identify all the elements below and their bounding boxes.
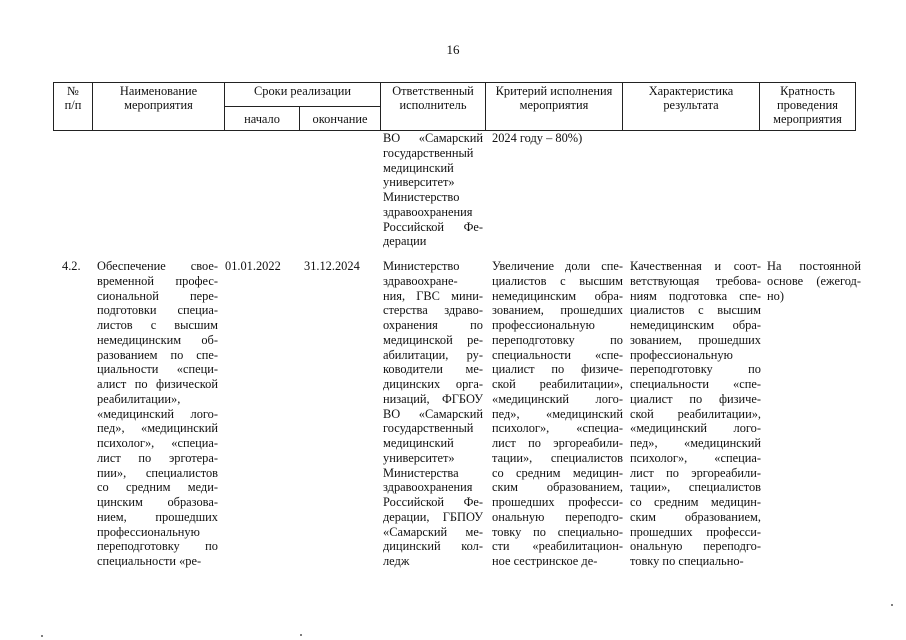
row-number: 4.2. bbox=[62, 259, 81, 273]
header-frequency: Кратность проведения мероприятия bbox=[760, 83, 856, 131]
text-line: охранения по bbox=[383, 318, 483, 332]
text-line: дерации bbox=[383, 234, 427, 249]
text-line: ледж bbox=[383, 554, 410, 568]
text-line: со средним медицин- bbox=[630, 495, 761, 509]
text-line: Российской Фе- bbox=[383, 219, 483, 234]
text-line: пии», специалистов bbox=[97, 465, 218, 480]
text-line: листов с высшим bbox=[97, 318, 218, 332]
header-responsible: Ответственный исполнитель bbox=[381, 83, 486, 131]
text-line: разованием по спе- bbox=[97, 347, 218, 362]
text-line: «медицинский лого- bbox=[97, 406, 218, 421]
text-line: Министерство bbox=[383, 190, 460, 204]
text-line: немедицинским обра- bbox=[630, 318, 761, 332]
text-line: циалист по физиче- bbox=[630, 391, 761, 406]
text-line: Обеспечение свое- bbox=[97, 259, 218, 273]
text-line: университет» bbox=[383, 175, 455, 190]
text-line: реабилитации», bbox=[97, 391, 181, 406]
header-result: Характеристика результата bbox=[623, 83, 760, 131]
text-line: специальности «спе- bbox=[492, 347, 623, 362]
text-line: ВО «Самарский bbox=[383, 406, 483, 421]
text-line: пед», «медицинский bbox=[97, 421, 218, 436]
text-line: 2024 году – 80%) bbox=[492, 131, 583, 145]
text-line: переподготовку по bbox=[492, 332, 623, 347]
text-line: циальности «специ- bbox=[97, 362, 218, 377]
text-line: психолог», «специа- bbox=[492, 421, 623, 436]
text-line: переподготовку по bbox=[97, 539, 218, 554]
text-line: лист по эргореабили- bbox=[492, 436, 623, 450]
text-line: здравоохранения bbox=[383, 480, 473, 495]
text-line: Российской Фе- bbox=[383, 495, 483, 509]
text-line: государственный bbox=[383, 421, 474, 436]
text-line: дицинских орга- bbox=[383, 377, 483, 391]
text-line: дерации, ГБПОУ bbox=[383, 509, 483, 524]
text-line: лист по эргореабили- bbox=[630, 465, 761, 480]
text-line: подготовки специа- bbox=[97, 303, 218, 318]
text-line: тации», специалистов bbox=[630, 480, 761, 495]
text-line: ниям подготовка спе- bbox=[630, 288, 761, 303]
text-line: циалистов с высшим bbox=[630, 303, 761, 318]
scan-speck bbox=[891, 604, 893, 606]
text-line: На постоянной bbox=[767, 259, 861, 273]
header-terms: Сроки реализации bbox=[225, 83, 381, 107]
text-line: ния, ГВС мини- bbox=[383, 288, 483, 303]
text-line: Качественная и соот- bbox=[630, 259, 761, 273]
text-line: психолог», «специа- bbox=[97, 436, 218, 450]
text-line: абилитации, ру- bbox=[383, 347, 483, 362]
text-line: нием, прошедших bbox=[97, 509, 218, 524]
text-line: ской реабилитации», bbox=[492, 377, 623, 391]
text-line: цинским образова- bbox=[97, 495, 218, 509]
text-line: товку по специально- bbox=[492, 524, 623, 539]
text-line: прошедших професси- bbox=[630, 524, 761, 539]
text-line: со средним меди- bbox=[97, 480, 218, 495]
text-line: основе (ежегод- bbox=[767, 273, 861, 288]
text-line: Увеличение доли спе- bbox=[492, 259, 623, 273]
text-line: пед», «медицинский bbox=[630, 436, 761, 450]
text-line: временной профес- bbox=[97, 273, 218, 288]
text-line: но) bbox=[767, 288, 784, 303]
text-line: «медицинский лого- bbox=[630, 421, 761, 436]
text-line: низаций, ФГБОУ bbox=[383, 391, 483, 406]
scan-speck bbox=[300, 634, 302, 636]
row-result bbox=[630, 259, 761, 569]
text-line: со средним медицин- bbox=[492, 465, 623, 480]
header-end: окончание bbox=[300, 107, 381, 131]
text-line: здравоохране- bbox=[383, 273, 458, 288]
text-line: стерства здраво- bbox=[383, 303, 483, 318]
text-line: специальности «ре- bbox=[97, 554, 202, 568]
table-header bbox=[53, 82, 856, 131]
row-frequency bbox=[767, 259, 861, 303]
text-line: ским образованием, bbox=[492, 480, 623, 495]
text-line: ветствующая требова- bbox=[630, 273, 761, 288]
text-line: циалист по физиче- bbox=[492, 362, 623, 377]
text-line: психолог», «специа- bbox=[630, 450, 761, 465]
text-line: здравоохранения bbox=[383, 204, 473, 219]
text-line: ональную переподго- bbox=[492, 509, 623, 524]
text-line: немедицинским об- bbox=[97, 332, 218, 347]
text-line: профессиональную bbox=[630, 347, 733, 362]
row-end: 31.12.2024 bbox=[304, 259, 360, 273]
text-line: «Самарский ме- bbox=[383, 524, 483, 539]
text-line: товку по специально- bbox=[630, 554, 744, 568]
text-line: прошедших професси- bbox=[492, 495, 623, 509]
text-line: тации», специалистов bbox=[492, 450, 623, 465]
row-name bbox=[97, 259, 218, 569]
text-line: ским образованием, bbox=[630, 509, 761, 524]
text-line: профессиональную bbox=[97, 524, 200, 539]
text-line: циалистов с высшим bbox=[492, 273, 623, 288]
text-line: ное сестринское де- bbox=[492, 554, 598, 568]
text-line: зованием, прошедших bbox=[630, 332, 761, 347]
text-line: алист по физической bbox=[97, 377, 218, 391]
row-responsible bbox=[383, 259, 483, 569]
header-num: № п/п bbox=[54, 83, 93, 131]
row-start: 01.01.2022 bbox=[225, 259, 281, 273]
text-line: специальности «спе- bbox=[630, 377, 761, 391]
text-line: сиональной пере- bbox=[97, 288, 218, 303]
header-name: Наименование мероприятия bbox=[93, 83, 225, 131]
text-line: Министерства bbox=[383, 465, 459, 480]
text-line: немедицинским обра- bbox=[492, 288, 623, 303]
text-line: ВО «Самарский bbox=[383, 131, 483, 145]
text-line: Министерство bbox=[383, 259, 460, 273]
text-line: пед», «медицинский bbox=[492, 406, 623, 421]
continuation-responsible bbox=[383, 131, 483, 249]
text-line: дицинский кол- bbox=[383, 539, 483, 554]
text-line: ональную переподго- bbox=[630, 539, 761, 554]
text-line: медицинской ре- bbox=[383, 332, 483, 347]
text-line: медицинский bbox=[383, 436, 454, 450]
page-number: 16 bbox=[446, 42, 460, 57]
text-line: ководители ме- bbox=[383, 362, 483, 377]
text-line: университет» bbox=[383, 450, 455, 465]
row-criterion bbox=[492, 259, 623, 569]
header-start: начало bbox=[225, 107, 300, 131]
header-criterion: Критерий исполнения мероприятия bbox=[486, 83, 623, 131]
text-line: «медицинский лого- bbox=[492, 391, 623, 406]
text-line: государственный bbox=[383, 145, 474, 160]
scan-speck bbox=[41, 635, 43, 637]
text-line: сти «реабилитацион- bbox=[492, 539, 623, 554]
text-line: лист по эрготера- bbox=[97, 450, 218, 465]
text-line: переподготовку по bbox=[630, 362, 761, 377]
text-line: профессиональную bbox=[492, 318, 595, 332]
text-line: медицинский bbox=[383, 160, 454, 175]
continuation-criterion bbox=[492, 131, 624, 146]
text-line: зованием, прошедших bbox=[492, 303, 623, 318]
text-line: ской реабилитации», bbox=[630, 406, 761, 421]
